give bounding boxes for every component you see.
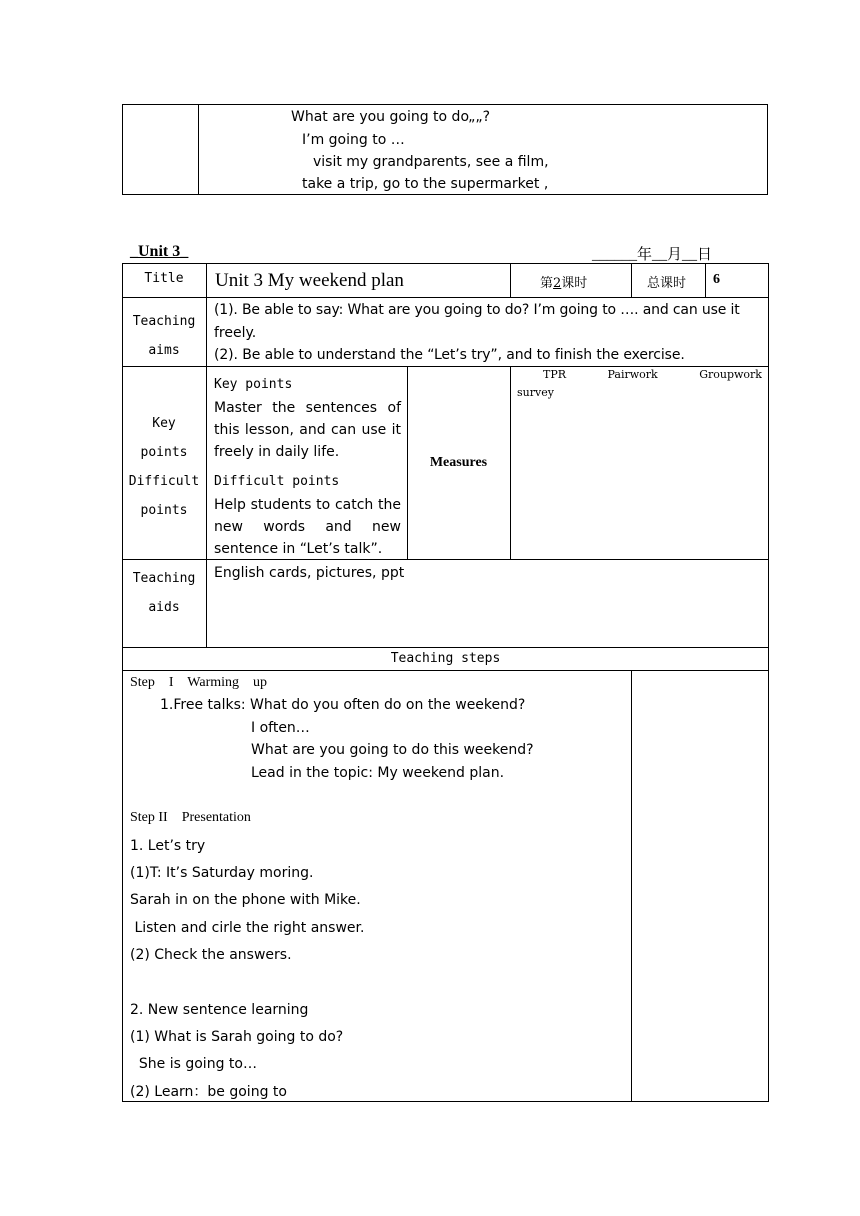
lesson-suffix: 课时 <box>561 276 588 291</box>
key-label-3: Difficult <box>128 474 200 489</box>
key-points-text: Master the sentences of this lesson, and can use it freely in daily life. <box>214 400 401 460</box>
t-saturday: (1)T: It’s Saturday moring. <box>130 865 314 881</box>
measure-groupwork: Groupwork <box>699 368 762 381</box>
row-divider-steps-heading <box>122 670 769 671</box>
lesson-num: 2 <box>553 276 562 291</box>
title-value: Unit 3 My weekend plan <box>215 270 404 291</box>
measures-words <box>517 368 762 381</box>
sarah-phone: Sarah in on the phone with Mike. <box>130 892 361 908</box>
aids-label-1: Teaching <box>132 571 196 586</box>
total-lessons-value: 6 <box>713 272 720 287</box>
aids-label-2: aids <box>148 600 180 615</box>
difficult-points-title: Difficult points <box>214 474 340 489</box>
learn: (2) Learn：be going to <box>130 1084 287 1100</box>
top-table-divider <box>198 104 199 195</box>
total-value-divider <box>705 263 706 297</box>
new-sentence: 2. New sentence learning <box>130 1002 309 1018</box>
top-line-2: I’m going to … <box>302 132 405 148</box>
key-points-title: Key points <box>214 377 293 392</box>
she-going: She is going to… <box>130 1056 257 1072</box>
lesson-total-divider <box>631 263 632 297</box>
measure-tpr: TPR <box>543 368 567 381</box>
aims-line-1: (1). Be able to say: What are you going to do? I’m going to …. and can use it <box>214 302 740 318</box>
key-label-1: Key <box>152 416 176 431</box>
key-label-2: points <box>140 445 188 460</box>
measures-value-divider <box>510 366 511 559</box>
check-answers: (2) Check the answers. <box>130 947 292 963</box>
date-field: ______年__月__日 <box>592 247 713 263</box>
title-lesson-divider <box>510 263 511 297</box>
steps-notes-divider <box>631 670 632 1102</box>
lets-try: 1. Let’s try <box>130 838 206 854</box>
difficult-points-text: Help students to catch the new words and new sentence in “Let’s talk”. <box>214 497 401 557</box>
measure-pairwork: Pairwork <box>607 368 658 381</box>
aims-line-2: freely. <box>214 325 257 341</box>
top-line-1: What are you going to do„„? <box>291 109 491 125</box>
measures-label: Measures <box>429 455 488 470</box>
step2-title: Step II Presentation <box>130 810 251 825</box>
step1-title: Step I Warming up <box>130 675 268 690</box>
listen: Listen and cirle the right answer. <box>130 920 365 936</box>
teaching-steps-heading: Teaching steps <box>390 651 501 666</box>
row-divider-aims <box>122 366 769 367</box>
aids-value: English cards, pictures, ppt <box>214 565 405 581</box>
top-line-3: visit my grandparents, see a film, <box>313 154 549 170</box>
label-column-divider <box>206 263 207 647</box>
total-lessons-label: 总课时 <box>647 276 687 291</box>
measure-survey: survey <box>517 386 554 399</box>
lesson-number <box>540 272 587 291</box>
aims-label-2: aims <box>148 343 180 358</box>
aims-line-3: (2). Be able to understand the “Let’s try”, and to finish the exercise. <box>214 347 685 363</box>
row-divider-title <box>122 297 769 298</box>
this-weekend: What are you going to do this weekend? <box>251 742 534 758</box>
key-label-4: points <box>140 503 188 518</box>
unit-heading: _Unit 3_ <box>130 243 189 260</box>
lead-in: Lead in the topic: My weekend plan. <box>251 765 505 781</box>
free-talks: 1.Free talks: What do you often do on the weekend? <box>160 697 526 713</box>
i-often: I often… <box>251 720 310 736</box>
top-line-4: take a trip, go to the supermarket , <box>302 176 549 192</box>
lesson-prefix: 第 <box>540 276 554 291</box>
what-sarah: (1) What is Sarah going to do? <box>130 1029 344 1045</box>
aims-label-1: Teaching <box>132 314 196 329</box>
row-divider-aids <box>122 647 769 648</box>
title-label: Title <box>144 271 184 286</box>
